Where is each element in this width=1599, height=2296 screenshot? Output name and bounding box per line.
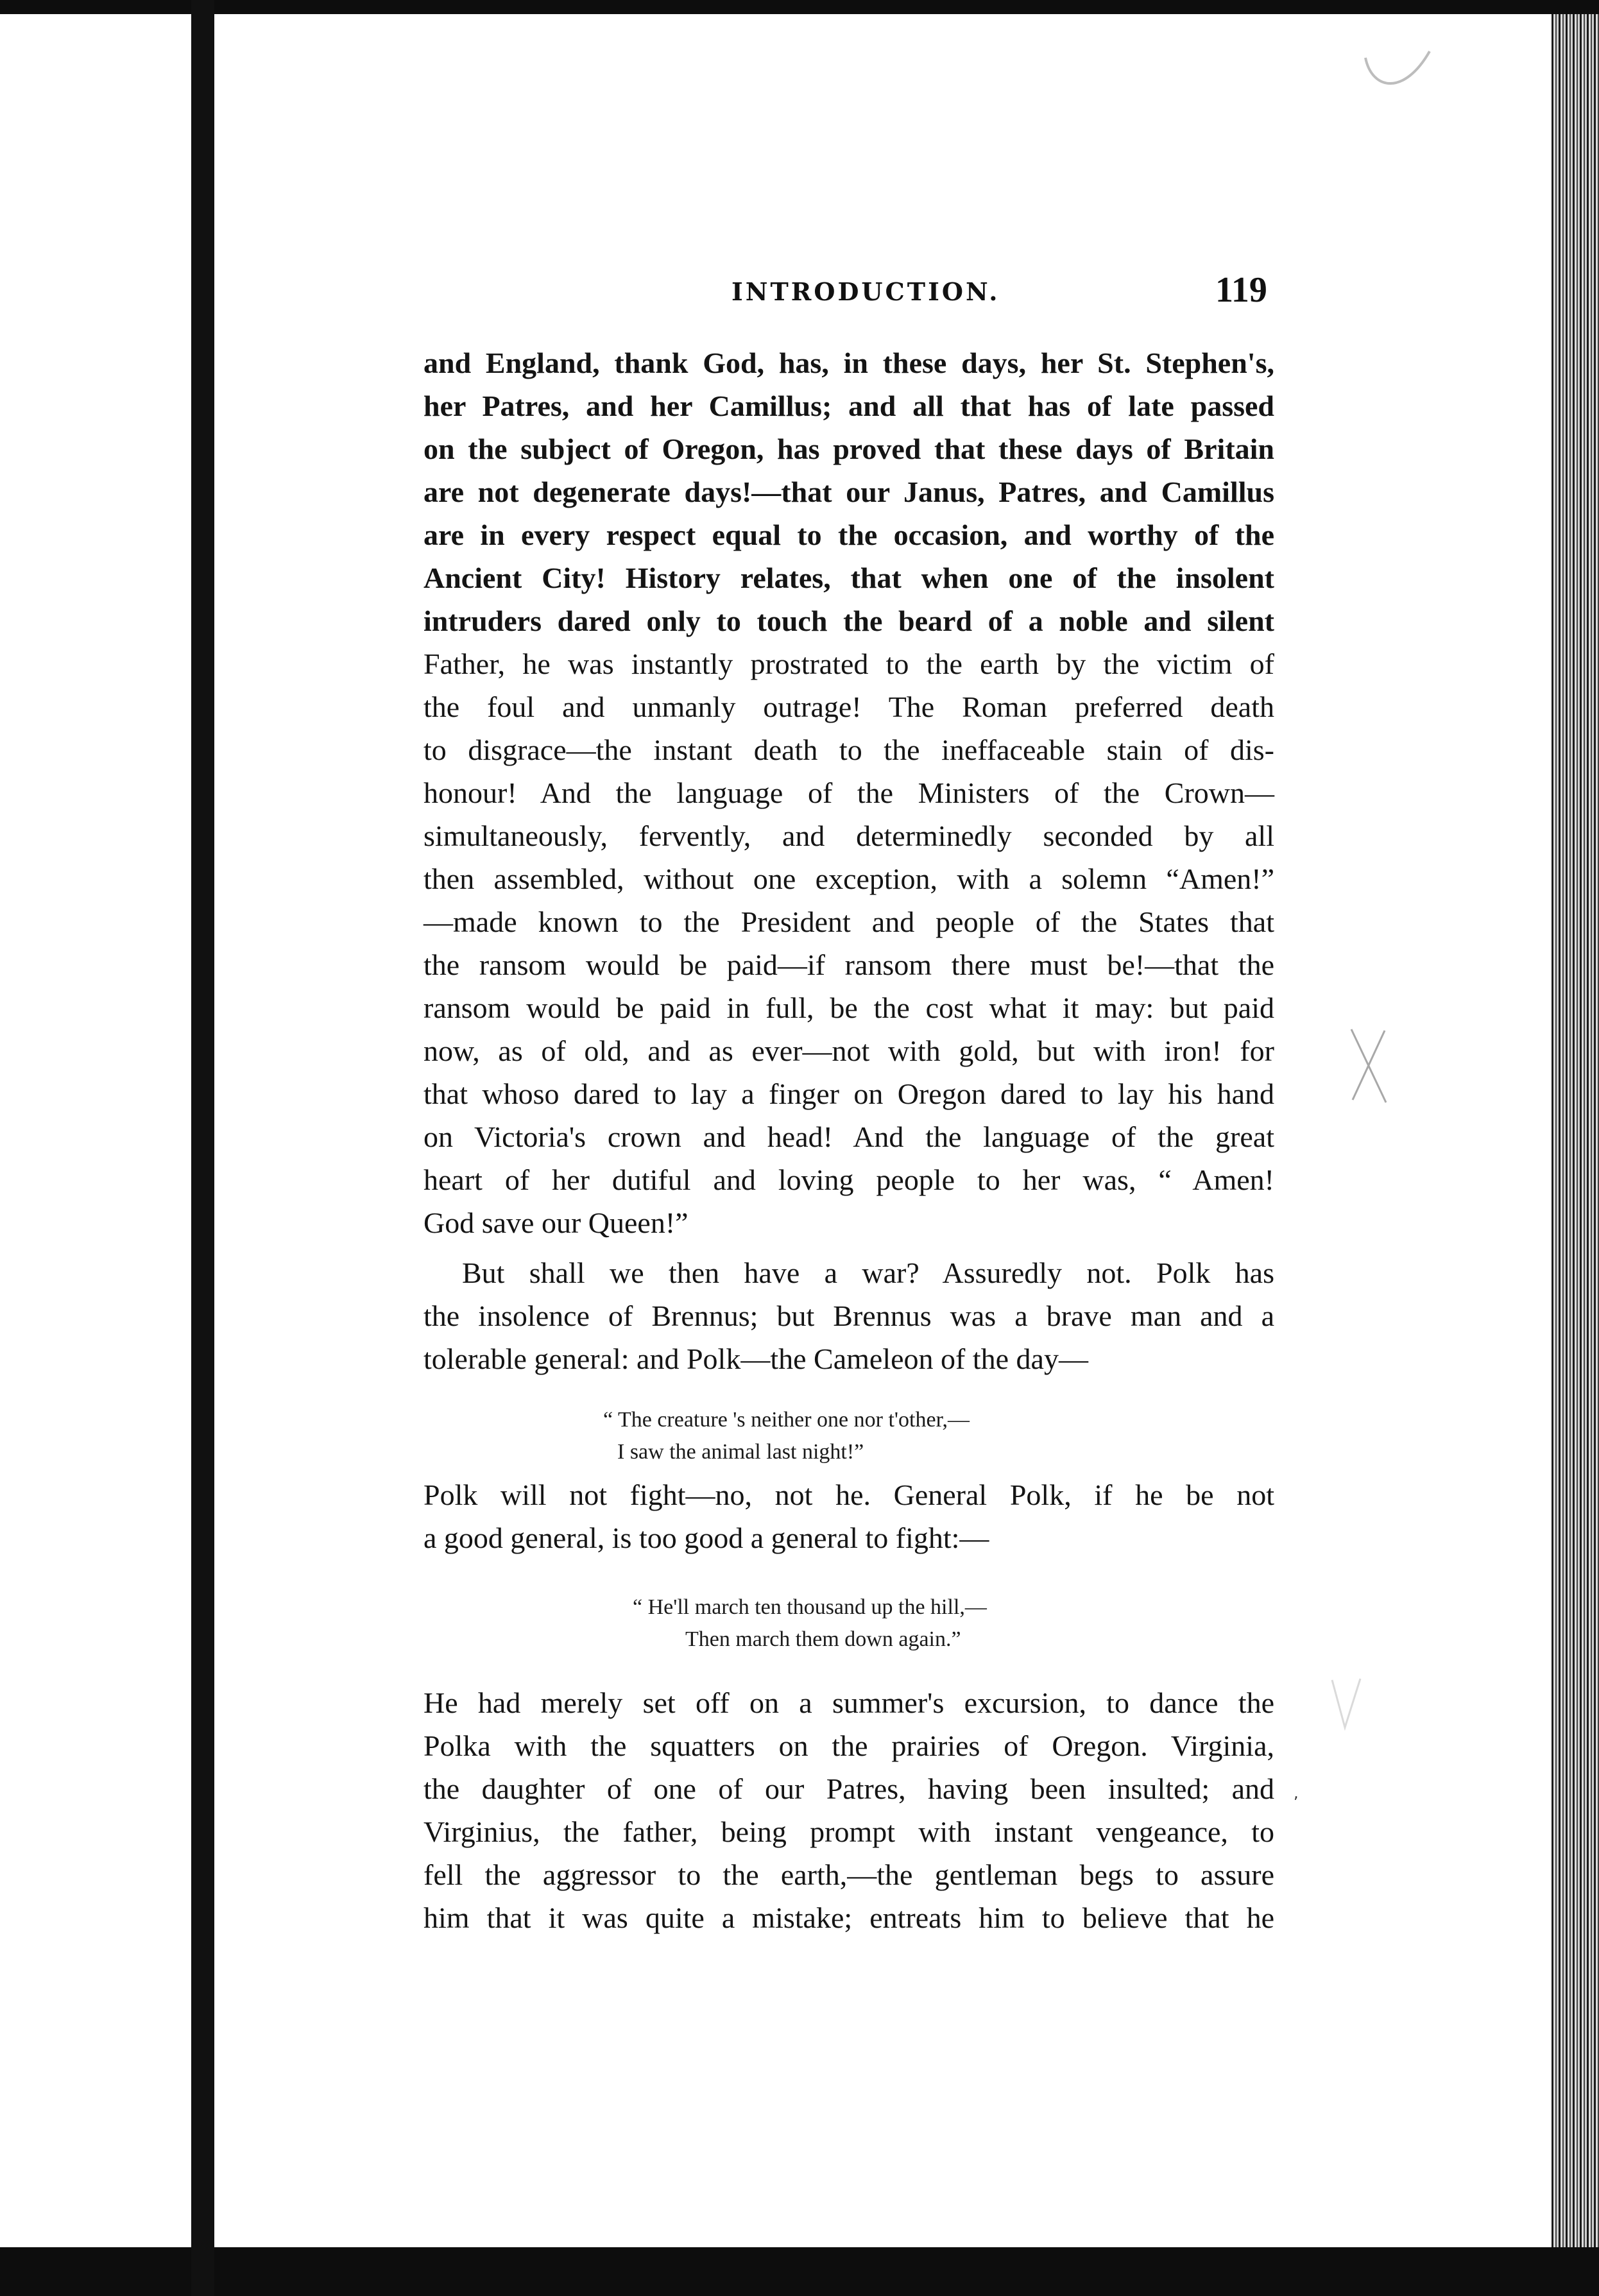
stray-ink-mark: , — [1294, 1784, 1299, 1802]
text-line: But shall we then have a war? Assuredly not. Polk has — [462, 1256, 1274, 1289]
text-line: Polka with the squatters on the prairies of Oregon. Virginia, — [423, 1729, 1274, 1762]
text-line: the foul and unmanly outrage! The Roman preferred death — [423, 690, 1274, 723]
paragraph-2 — [423, 1251, 1274, 1380]
page-stack-edge — [1552, 14, 1599, 2247]
book-gutter — [191, 0, 214, 2296]
text-line: Ancient City! History relates, that when one of the insolent — [423, 561, 1274, 594]
text-line: that whoso dared to lay a finger on Oregon dared to lay his hand — [423, 1077, 1274, 1110]
text-line: now, as of old, and as ever—not with gold, but with iron! for — [423, 1034, 1274, 1067]
verse-line: “ He'll march ten thousand up the hill,— — [633, 1595, 987, 1619]
page-number: 119 — [1215, 270, 1267, 310]
text-line: to disgrace—the instant death to the ineffaceable stain of dis- — [423, 733, 1274, 766]
text-line: on Victoria's crown and head! And the language of the great — [423, 1120, 1274, 1153]
text-line: Virginius, the father, being prompt with instant vengeance, to — [423, 1815, 1274, 1848]
text-line: are not degenerate days!—that our Janus, Patres, and Camillus — [423, 475, 1274, 508]
paragraph-3 — [423, 1473, 1274, 1559]
verse-line: I saw the animal last night!” — [617, 1440, 864, 1464]
text-line: the daughter of one of our Patres, having been insulted; and — [423, 1772, 1274, 1805]
text-line: honour! And the language of the Ministers of the Crown— — [423, 776, 1274, 809]
text-line: simultaneously, fervently, and determinedly seconded by all — [423, 819, 1274, 852]
verse-line: “ The creature 's neither one nor t'other,— — [603, 1408, 970, 1432]
text-line: a good general, is too good a general to fight:— — [423, 1521, 989, 1554]
text-line: and England, thank God, has, in these days, her St. Stephen's, — [423, 347, 1274, 379]
text-line: her Patres, and her Camillus; and all that has of late passed — [423, 390, 1274, 422]
text-line: fell the aggressor to the earth,—the gentleman begs to assure — [423, 1858, 1274, 1891]
text-line: him that it was quite a mistake; entreats him to believe that he — [423, 1901, 1274, 1934]
paragraph-1 — [423, 341, 1274, 1244]
text-line: ransom would be paid in full, be the cost what it may: but paid — [423, 991, 1274, 1024]
running-head: INTRODUCTION. — [731, 277, 1000, 306]
pencil-v-mark-icon — [1327, 1675, 1365, 1733]
text-line: —made known to the President and people of the States that — [423, 905, 1274, 938]
text-line: Father, he was instantly prostrated to the earth by the victim of — [423, 647, 1274, 680]
text-line: Polk will not fight—no, not he. General Polk, if he be not — [423, 1478, 1274, 1511]
text-line: the ransom would be paid—if ransom there must be!—that the — [423, 948, 1274, 981]
paragraph-4 — [423, 1681, 1274, 1939]
text-line: God save our Queen!” — [423, 1206, 688, 1239]
text-line: are in every respect equal to the occasion, and worthy of the — [423, 518, 1274, 551]
pencil-x-mark-icon — [1346, 1024, 1391, 1108]
text-line: on the subject of Oregon, has proved that these days of Britain — [423, 433, 1274, 465]
text-line: He had merely set off on a summer's excursion, to dance the — [423, 1686, 1274, 1719]
pencil-tick-mark-icon — [1359, 45, 1436, 103]
text-line: heart of her dutiful and loving people to her was, “ Amen! — [423, 1163, 1274, 1196]
text-line: intruders dared only to touch the beard of a noble and silent — [423, 604, 1274, 637]
verse-quotation-1 — [603, 1404, 970, 1468]
verse-line: Then march them down again.” — [685, 1627, 961, 1651]
text-line: tolerable general: and Polk—the Cameleon of the day— — [423, 1342, 1088, 1375]
facing-page-blank — [0, 14, 191, 2247]
text-line: then assembled, without one exception, with a solemn “Amen!” — [423, 862, 1274, 895]
verse-quotation-2 — [633, 1591, 987, 1656]
text-line: the insolence of Brennus; but Brennus was a brave man and a — [423, 1299, 1274, 1332]
